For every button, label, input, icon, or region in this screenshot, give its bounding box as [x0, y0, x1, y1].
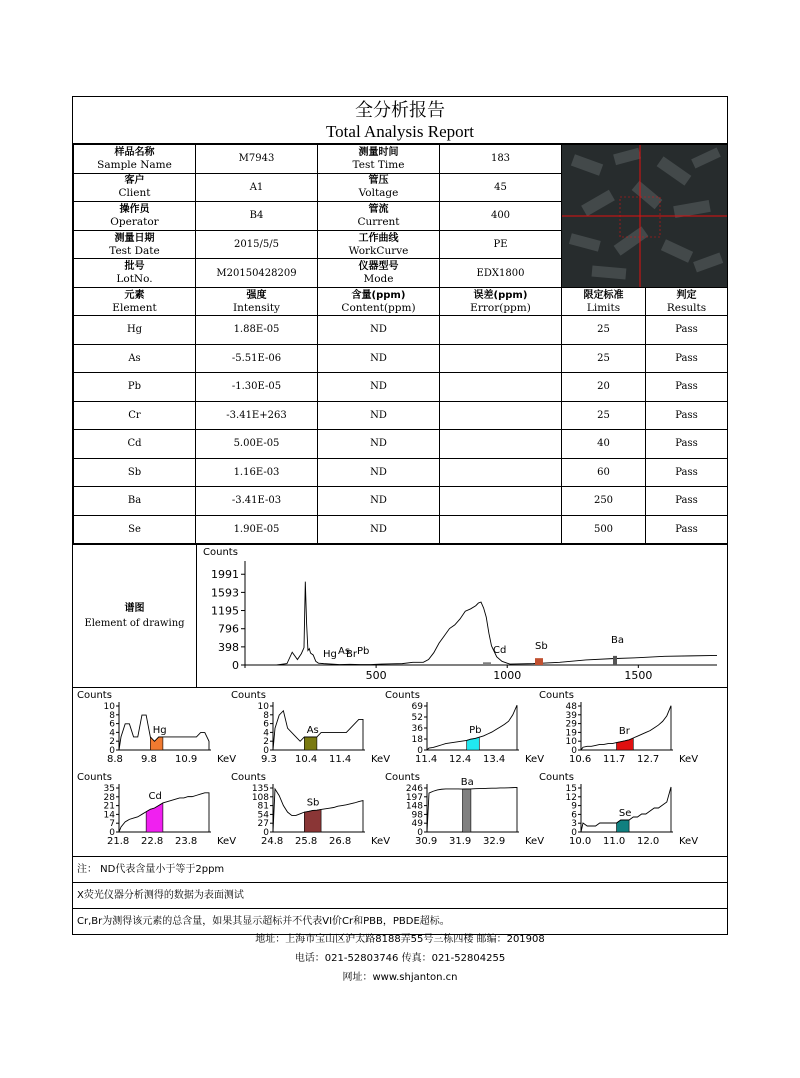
cell-content: ND: [318, 430, 440, 459]
workcurve-value: PE: [440, 230, 562, 259]
mini-x-tick-label: 11.0: [603, 836, 626, 847]
operator-label: 操作员 Operator: [74, 202, 196, 231]
cell-error: [440, 316, 562, 345]
cell-intensity: 1.16E-03: [196, 458, 318, 487]
table-row: [74, 458, 728, 487]
x-tick-label: 1000: [493, 669, 522, 682]
cell-error: [440, 487, 562, 516]
col-intensity: 强度 Intensity: [196, 288, 318, 316]
mini-x-tick-label: 31.9: [449, 836, 472, 847]
mini-y-tick-label: 3: [571, 819, 577, 830]
peak-marker-sb: [535, 658, 543, 665]
cell-content: ND: [318, 373, 440, 402]
cell-content: ND: [318, 458, 440, 487]
mini-y-tick-label: 7: [109, 819, 115, 830]
mini-y-label: Counts: [539, 772, 574, 783]
mini-y-tick-label: 135: [251, 784, 269, 794]
mini-x-tick-label: 22.8: [141, 836, 164, 847]
mini-x-tick-label: 26.8: [329, 836, 352, 847]
mini-x-tick-label: 8.8: [107, 754, 123, 765]
voltage-label: 管压 Voltage: [318, 173, 440, 202]
mini-y-tick-label: 48: [565, 702, 577, 712]
y-tick-label: 796: [218, 622, 239, 636]
mini-y-tick-label: 6: [263, 719, 269, 730]
mini-y-tick-label: 6: [571, 810, 577, 821]
mini-y-tick-label: 14: [103, 810, 115, 821]
cell-error: [440, 458, 562, 487]
mini-x-tick-label: 10.6: [569, 754, 592, 765]
mini-y-tick-label: 2: [263, 737, 269, 748]
table-row: [74, 373, 728, 402]
mini-y-tick-label: 246: [405, 784, 423, 794]
mini-y-tick-label: 10: [565, 737, 577, 748]
mini-x-tick-label: 25.8: [295, 836, 318, 847]
spectrum-chart: [197, 545, 725, 687]
mini-y-tick-label: 35: [103, 784, 115, 794]
cell-content: ND: [318, 316, 440, 345]
mini-x-tick-label: 12.7: [637, 754, 660, 765]
voltage-value: 45: [440, 173, 562, 202]
mini-y-tick-label: 27: [257, 819, 269, 830]
y-tick-label: 1593: [211, 586, 239, 600]
drawing-label-en: Element of drawing: [84, 618, 185, 629]
cell-element: Cr: [74, 401, 196, 430]
mini-y-tick-label: 29: [565, 719, 577, 730]
cell-limit: 40: [562, 430, 646, 459]
mini-x-unit: KeV: [679, 836, 699, 847]
mini-y-tick-label: 69: [411, 702, 423, 712]
lot-no-label: 批号 LotNo.: [74, 259, 196, 288]
mini-x-unit: KeV: [371, 836, 391, 847]
table-row: [74, 401, 728, 430]
mini-x-tick-label: 11.4: [329, 754, 352, 765]
mini-x-tick-label: 9.8: [141, 754, 157, 765]
report-title: [73, 97, 727, 144]
mini-peak-area: [617, 738, 634, 750]
mini-x-tick-label: 9.3: [261, 754, 277, 765]
mini-chart-se: [539, 772, 698, 847]
mini-y-tick-label: 0: [109, 746, 115, 756]
spectrum-section: [73, 544, 727, 687]
cell-content: ND: [318, 344, 440, 373]
results-body: [74, 316, 728, 544]
mini-y-tick-label: 54: [257, 810, 269, 821]
mini-title: Hg: [152, 724, 167, 736]
mini-chart-br: [539, 690, 698, 765]
col-content: 含量(ppm) Content(ppm): [318, 288, 440, 316]
analysis-report: [72, 96, 728, 935]
sample-name-label: 样品名称 Sample Name: [74, 145, 196, 174]
mini-y-tick-label: 10: [103, 702, 115, 712]
note-surface: X荧光仪器分析测得的数据为表面测试: [73, 882, 727, 908]
col-error: 误差(ppm) Error(ppm): [440, 288, 562, 316]
mini-y-tick-label: 0: [263, 746, 269, 756]
mini-y-tick-label: 4: [263, 728, 269, 739]
mini-y-tick-label: 0: [571, 746, 577, 756]
results-header-row: [74, 288, 728, 316]
mini-y-tick-label: 0: [417, 746, 423, 756]
mini-chart-ba: [385, 772, 544, 847]
mini-peak-area: [304, 809, 321, 832]
table-row: [74, 316, 728, 345]
peak-marker-ba: [613, 656, 617, 665]
mini-title: Se: [618, 808, 632, 819]
mini-y-tick-label: 8: [109, 710, 115, 721]
mini-chart-hg: [77, 690, 236, 765]
mini-y-tick-label: 0: [417, 828, 423, 838]
cell-intensity: -3.41E-03: [196, 487, 318, 516]
mini-title: Sb: [306, 797, 320, 809]
cell-content: ND: [318, 401, 440, 430]
mini-x-unit: KeV: [525, 836, 545, 847]
mini-x-unit: KeV: [525, 754, 545, 765]
col-results: 判定 Results: [646, 288, 728, 316]
mini-y-tick-label: 98: [411, 810, 423, 821]
lot-no-value: M20150428209: [196, 259, 318, 288]
mini-y-tick-label: 6: [109, 719, 115, 730]
cell-result: Pass: [646, 316, 728, 345]
cell-error: [440, 515, 562, 544]
mini-y-tick-label: 0: [109, 828, 115, 838]
y-tick-label: 398: [218, 640, 239, 654]
mini-y-tick-label: 21: [103, 801, 115, 812]
mini-x-tick-label: 10.4: [295, 754, 318, 765]
drawing-label: [73, 545, 197, 687]
cell-intensity: 1.88E-05: [196, 316, 318, 345]
cell-result: Pass: [646, 430, 728, 459]
mini-chart-sb: [231, 772, 390, 847]
mini-y-tick-label: 197: [405, 792, 423, 803]
cell-result: Pass: [646, 401, 728, 430]
mini-spectrum-line: [119, 790, 209, 832]
col-limits: 限定标准 Limits: [562, 288, 646, 316]
cell-error: [440, 344, 562, 373]
mini-x-unit: KeV: [217, 836, 237, 847]
mini-peak-area: [304, 737, 317, 750]
peak-label: Br: [346, 649, 357, 660]
mini-y-tick-label: 108: [251, 792, 269, 803]
cell-limit: 20: [562, 373, 646, 402]
cell-element: Sb: [74, 458, 196, 487]
info-table: [73, 144, 728, 544]
mini-peak-area: [146, 803, 163, 832]
peak-marker-cd: [483, 662, 491, 665]
cell-content: ND: [318, 487, 440, 516]
mini-y-label: Counts: [385, 690, 420, 701]
mini-title: As: [306, 724, 319, 736]
mini-title: Pb: [469, 725, 482, 737]
mini-y-tick-label: 52: [411, 713, 423, 723]
mini-y-label: Counts: [231, 690, 266, 701]
col-element: 元素 Element: [74, 288, 196, 316]
test-date-label: 测量日期 Test Date: [74, 230, 196, 259]
table-row: [74, 430, 728, 459]
mini-x-tick-label: 32.9: [483, 836, 506, 847]
mini-y-tick-label: 12: [565, 792, 577, 803]
sample-photo-image: [562, 145, 728, 287]
mini-y-label: Counts: [385, 772, 420, 783]
mini-x-tick-label: 13.4: [483, 754, 506, 765]
mini-x-tick-label: 11.4: [415, 754, 438, 765]
mini-chart-pb: [385, 690, 544, 765]
mini-title: Cd: [148, 790, 162, 802]
cell-element: Se: [74, 515, 196, 544]
cell-result: Pass: [646, 373, 728, 402]
test-time-value: 183: [440, 145, 562, 174]
test-date-value: 2015/5/5: [196, 230, 318, 259]
drawing-label-zh: 谱图: [124, 603, 145, 614]
mini-x-unit: KeV: [217, 754, 237, 765]
mini-y-label: Counts: [77, 690, 112, 701]
table-row: [74, 515, 728, 544]
test-time-label: 测量时间 Test Time: [318, 145, 440, 174]
cell-result: Pass: [646, 487, 728, 516]
mode-value: EDX1800: [440, 259, 562, 288]
footer-phone: 电话：021-52803746 传真：021-52804255: [294, 953, 506, 964]
peak-label: Sb: [535, 641, 548, 652]
current-value: 400: [440, 202, 562, 231]
mini-x-tick-label: 24.8: [261, 836, 284, 847]
note-cr-br: Cr,Br为测得该元素的总含量，如果其显示超标并不代表VI价Cr和PBB，PBDE超标。: [73, 908, 727, 934]
mini-x-tick-label: 12.4: [449, 754, 472, 765]
mini-y-tick-label: 19: [565, 728, 577, 739]
client-label: 客户 Client: [74, 173, 196, 202]
element-spectra: [73, 687, 727, 856]
peak-label: Pb: [357, 646, 370, 657]
mini-x-tick-label: 30.9: [415, 836, 438, 847]
mini-y-tick-label: 49: [411, 819, 423, 830]
mini-y-label: Counts: [231, 772, 266, 783]
mini-y-tick-label: 2: [109, 737, 115, 748]
footer-address: 地址：上海市宝山区沪太路8188弄55号三栋四楼 邮编：201908: [255, 934, 545, 945]
x-tick-label: 500: [365, 669, 387, 682]
mini-y-tick-label: 18: [411, 735, 423, 745]
cell-element: Cd: [74, 430, 196, 459]
cell-intensity: 1.90E-05: [196, 515, 318, 544]
cell-intensity: -1.30E-05: [196, 373, 318, 402]
element-spectra-charts: [73, 688, 727, 856]
mini-x-tick-label: 23.8: [175, 836, 198, 847]
mini-y-tick-label: 8: [263, 710, 269, 721]
peak-label: Cd: [493, 645, 507, 656]
current-label: 管流 Current: [318, 202, 440, 231]
mini-y-label: Counts: [539, 690, 574, 701]
mini-x-unit: KeV: [371, 754, 391, 765]
table-row: [74, 344, 728, 373]
cell-result: Pass: [646, 344, 728, 373]
mini-y-tick-label: 28: [103, 792, 115, 803]
mini-y-tick-label: 39: [565, 710, 577, 721]
peak-label: As: [338, 646, 351, 657]
x-tick-label: 1500: [624, 669, 653, 682]
table-row: [74, 487, 728, 516]
mini-y-tick-label: 36: [411, 724, 423, 734]
mini-y-tick-label: 15: [565, 784, 577, 794]
cell-intensity: -5.51E-06: [196, 344, 318, 373]
mini-x-tick-label: 21.8: [107, 836, 130, 847]
mini-y-tick-label: 10: [257, 702, 269, 712]
cell-intensity: 5.00E-05: [196, 430, 318, 459]
mini-chart-as: [231, 690, 390, 765]
cell-element: Hg: [74, 316, 196, 345]
cell-error: [440, 430, 562, 459]
cell-limit: 500: [562, 515, 646, 544]
mini-x-tick-label: 10.0: [569, 836, 592, 847]
title-en: Total Analysis Report: [325, 122, 475, 141]
peak-label: Hg: [323, 649, 337, 660]
cell-limit: 60: [562, 458, 646, 487]
mini-title: Br: [618, 726, 630, 737]
mini-chart-cd: [77, 772, 236, 847]
cell-result: Pass: [646, 458, 728, 487]
cell-element: Pb: [74, 373, 196, 402]
mini-y-tick-label: 9: [571, 801, 577, 812]
mini-title: Ba: [460, 776, 474, 788]
y-axis-label: Counts: [203, 547, 238, 558]
cell-error: [440, 373, 562, 402]
mini-x-unit: KeV: [679, 754, 699, 765]
y-tick-label: 1195: [211, 604, 239, 618]
y-tick-label: 1991: [211, 568, 239, 582]
mini-spectrum-line: [427, 787, 517, 832]
mini-x-tick-label: 12.0: [637, 836, 660, 847]
cell-error: [440, 401, 562, 430]
cell-limit: 25: [562, 316, 646, 345]
mini-y-tick-label: 0: [571, 828, 577, 838]
mini-peak-area: [463, 789, 471, 832]
spectrum-line: [245, 582, 717, 665]
cell-limit: 25: [562, 401, 646, 430]
mode-label: 仪器型号 Mode: [318, 259, 440, 288]
footer-website: 网址：www.shjanton.cn: [342, 972, 458, 983]
cell-intensity: -3.41E+263: [196, 401, 318, 430]
peak-label: Ba: [611, 635, 624, 646]
mini-y-label: Counts: [77, 772, 112, 783]
y-tick-label: 0: [232, 659, 239, 672]
mini-y-tick-label: 4: [109, 728, 115, 739]
cell-result: Pass: [646, 515, 728, 544]
client-value: A1: [196, 173, 318, 202]
mini-x-tick-label: 10.9: [175, 754, 198, 765]
title-zh: 全分析报告: [355, 100, 445, 121]
note-nd: 注： ND代表含量小于等于2ppm: [73, 856, 727, 882]
cell-limit: 25: [562, 344, 646, 373]
cell-element: Ba: [74, 487, 196, 516]
workcurve-label: 工作曲线 WorkCurve: [318, 230, 440, 259]
operator-value: B4: [196, 202, 318, 231]
mini-y-tick-label: 81: [257, 801, 269, 812]
sample-name-value: M7943: [196, 145, 318, 174]
sample-photo: [562, 145, 728, 288]
mini-y-tick-label: 0: [263, 828, 269, 838]
cell-element: As: [74, 344, 196, 373]
mini-x-tick-label: 11.7: [603, 754, 626, 765]
cell-content: ND: [318, 515, 440, 544]
cell-limit: 250: [562, 487, 646, 516]
mini-y-tick-label: 148: [405, 801, 423, 812]
